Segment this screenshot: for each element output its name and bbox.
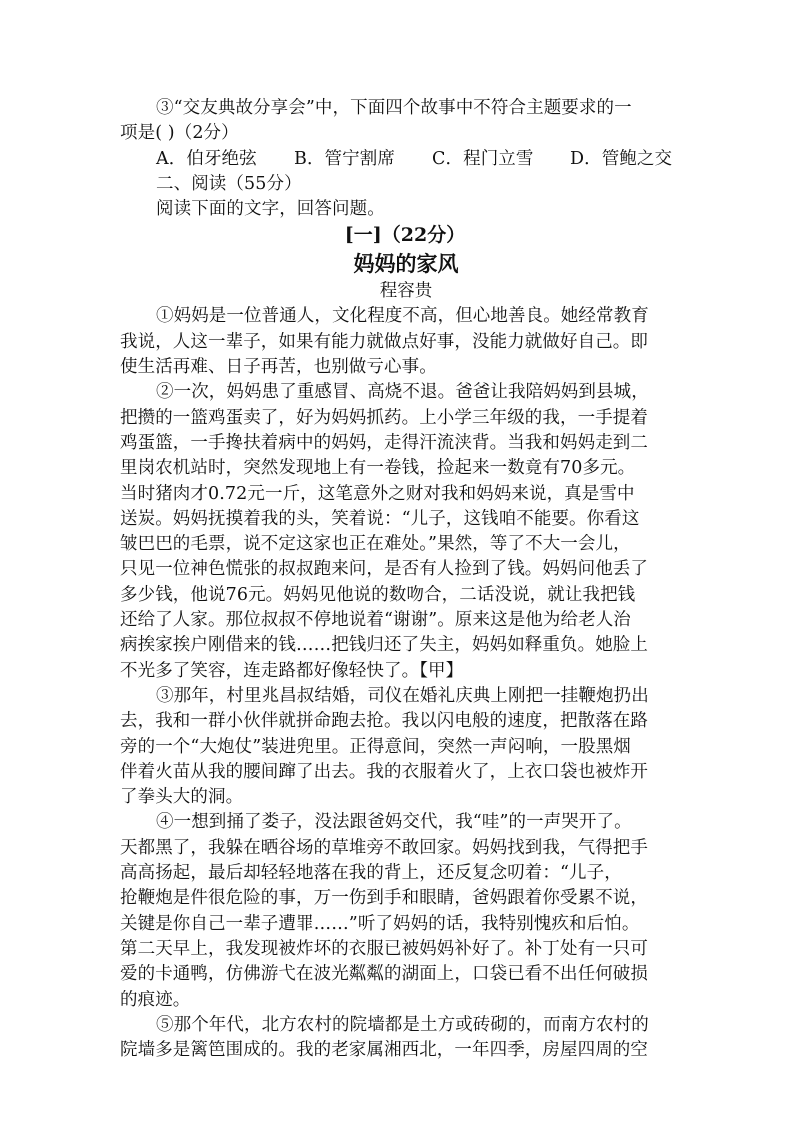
- passage-line: 还给了人家。那位叔叔不停地说着“谢谢”。原来这是他为给老人治: [120, 610, 631, 631]
- passage-line: ④一想到捅了娄子，没法跟爸妈交代，我“哇”的一声哭开了。: [156, 812, 632, 833]
- question3-line1: ③“交友典故分享会”中，下面四个故事中不符合主题要求的一: [156, 98, 632, 118]
- question3-line2: 项是( )（2分）: [120, 123, 239, 144]
- passage-line: 去，我和一群小伙伴就拼命跑去抢。我以闪电般的速度，把散落在路: [120, 711, 648, 732]
- passage-title: 妈妈的家风: [353, 251, 459, 277]
- passage-line: 皱巴巴的毛票，说不定这家也正在难处。”果然，等了不大一会儿，: [120, 534, 631, 555]
- passage-line: 院墙多是篱笆围成的。我的老家属湘西北，一年四季，房屋四周的空: [120, 1040, 648, 1061]
- passage-part-label: [一]（22分）: [344, 224, 466, 247]
- passage-line: 旁的一个“大炮仗”装进兜里。正得意间，突然一声闷响，一股黑烟: [120, 736, 631, 757]
- option-d: D．管鲍之交: [570, 148, 673, 169]
- option-c: C．程门立雪: [432, 148, 534, 169]
- passage-line: 第二天早上，我发现被炸坏的衣服已被妈妈补好了。补丁处有一只可: [120, 938, 648, 959]
- passage-line: 天都黑了，我躲在晒谷场的草堆旁不敢回家。妈妈找到我，气得把手: [120, 837, 648, 858]
- passage-line: 当时猪肉才0.72元一斤，这笔意外之财对我和妈妈来说，真是雪中: [120, 483, 635, 504]
- passage-line: 送炭。妈妈抚摸着我的头，笑着说：“儿子，这钱咱不能要。你看这: [120, 508, 640, 529]
- passage-line: 多少钱，他说76元。妈妈见他说的数吻合，二话没说，就让我把钱: [120, 584, 636, 605]
- question3-options: [120, 147, 680, 172]
- passage-line: 关键是你自己一辈子遭罪……”听了妈妈的话，我特别愧疚和后怕。: [120, 913, 640, 934]
- passage-line: ②一次，妈妈患了重感冒、高烧不退。爸爸让我陪妈妈到县城，: [156, 382, 649, 403]
- passage-line: 把攒的一篮鸡蛋卖了，好为妈妈抓药。上小学三年级的我，一手提着: [120, 407, 648, 428]
- passage-line: 抢鞭炮是件很危险的事，万一伤到手和眼睛，爸妈跟着你受累不说，: [120, 888, 648, 909]
- passage-line: 了拳头大的洞。: [120, 787, 244, 808]
- passage-line: ⑤那个年代，北方农村的院墙都是土方或砖砌的，而南方农村的: [156, 1014, 649, 1035]
- passage-line: 伴着火苗从我的腰间蹿了出去。我的衣服着火了，上衣口袋也被炸开: [120, 761, 648, 782]
- passage-line: 我说，人这一辈子，如果有能力就做点好事，没能力就做好自己。即: [120, 331, 648, 352]
- section2-heading: 二、阅读（55分）: [156, 173, 302, 194]
- passage-line: 病挨家挨户刚借来的钱……把钱归还了失主，妈妈如释重负。她脸上: [120, 635, 648, 656]
- passage-line: 鸡蛋篮，一手搀扶着病中的妈妈，走得汗流浃背。当我和妈妈走到二: [120, 432, 648, 453]
- passage-line: 高高扬起，最后却轻轻地落在我的背上，还反复念叨着：“儿子，: [120, 863, 622, 884]
- passage-line: 只见一位神色慌张的叔叔跑来问，是否有人捡到了钱。妈妈问他丢了: [120, 559, 648, 580]
- option-b: B．管宁割席: [294, 148, 395, 169]
- passage-line: 使生活再难、日子再苦，也别做亏心事。: [120, 357, 437, 378]
- document-page: [120, 96, 680, 1063]
- passage-line: 不光多了笑容，连走路都好像轻快了。【甲】: [120, 660, 464, 681]
- section2-instruction: 阅读下面的文字，回答问题。: [156, 199, 385, 220]
- passage-line: 里岗农机站时，突然发现地上有一卷钱，捡起来一数竟有70多元。: [120, 458, 636, 479]
- passage-body: [120, 304, 680, 1063]
- option-a: A．伯牙绝弦: [156, 148, 257, 169]
- passage-line: 爱的卡通鸭，仿佛游弋在波光粼粼的湖面上，口袋已看不出任何破损: [120, 964, 648, 985]
- passage-author: 程容贵: [379, 281, 433, 302]
- passage-line: ①妈妈是一位普通人，文化程度不高，但心地善良。她经常教育: [156, 306, 649, 327]
- passage-line: ③那年，村里兆昌叔结婚，司仪在婚礼庆典上刚把一挂鞭炮扔出: [156, 685, 649, 706]
- passage-line: 的痕迹。: [120, 989, 191, 1010]
